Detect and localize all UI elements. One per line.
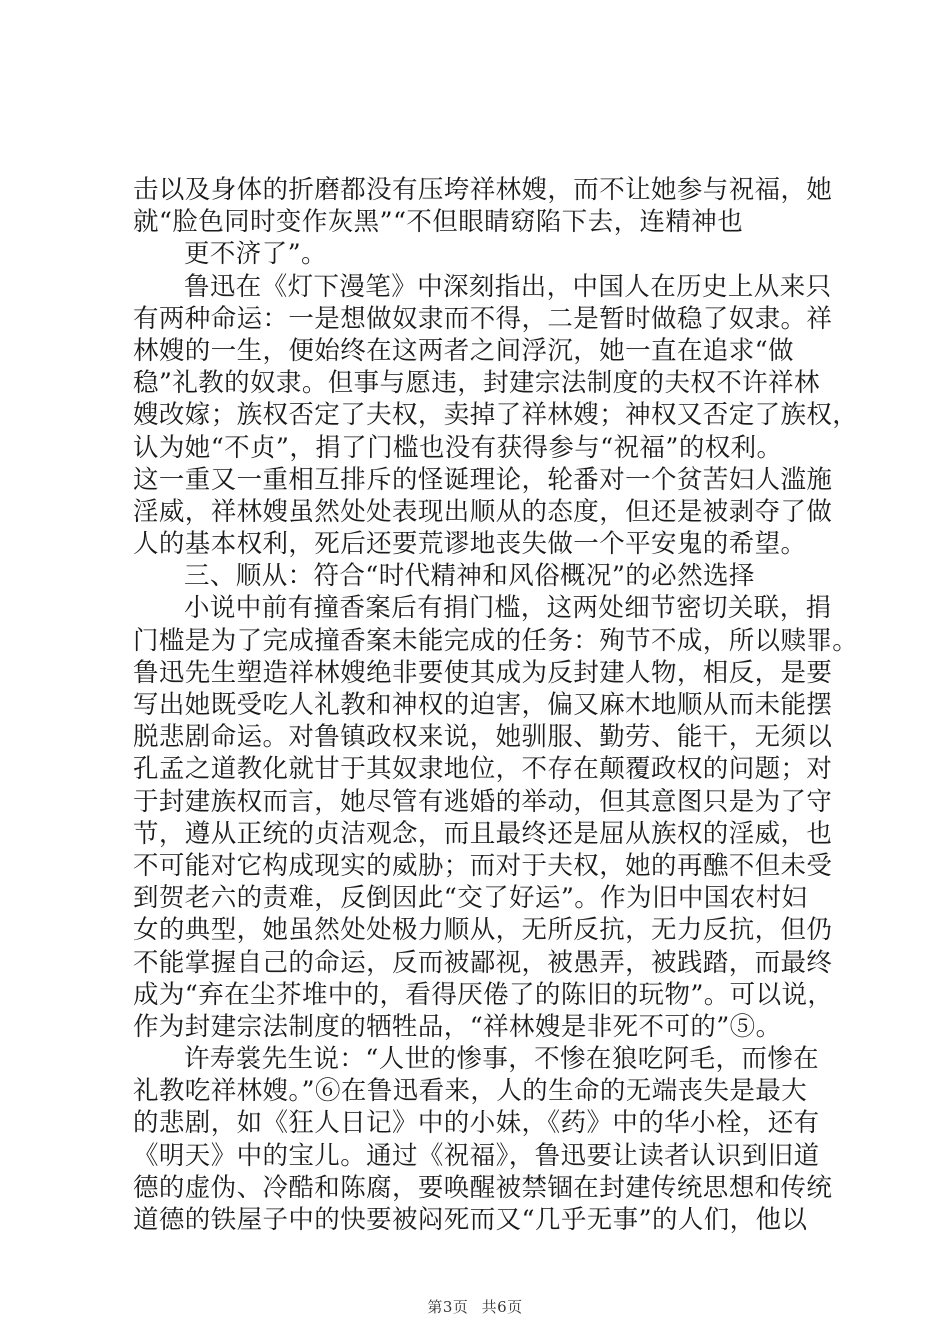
text-line: 写出她既受吃人礼教和神权的迫害，偏又麻木地顺从而未能摆 bbox=[133, 690, 833, 720]
page-footer bbox=[0, 1296, 950, 1317]
text-line: 认为她“不贞”，捐了门槛也没有获得参与“祝福”的权利。 bbox=[133, 432, 783, 463]
body-text bbox=[133, 174, 859, 1236]
text-line: 的悲剧，如《狂人日记》中的小妹，《药》中的华小栓，还有 bbox=[133, 1108, 820, 1139]
text-line: 门槛是为了完成撞香案未能完成的任务：殉节不成，所以赎罪。 bbox=[133, 625, 859, 656]
text-line: 嫂改嫁；族权否定了夫权，卖掉了祥林嫂；神权又否定了族权， bbox=[133, 400, 859, 431]
text-line: 女的典型，她虽然处处极力顺从，无所反抗，无力反抗，但仍 bbox=[133, 915, 833, 946]
text-line: 作为封建宗法制度的牺牲品，“祥林嫂是非死不可的”⑤。 bbox=[133, 1011, 782, 1042]
text-line: 到贺老六的责难，反倒因此“交了好运”。作为旧中国农村妇 bbox=[133, 883, 808, 914]
text-line: 成为“弃在尘芥堆中的，看得厌倦了的陈旧的玩物”。可以说， bbox=[133, 979, 834, 1010]
text-line: 脱悲剧命运。对鲁镇政权来说，她驯服、勤劳、能干，无须以 bbox=[133, 722, 833, 753]
text-line: 道德的铁屋子中的快要被闷死而又“几乎无事”的人们，他以 bbox=[133, 1205, 808, 1235]
text-line: 有两种命运：一是想做奴隶而不得，二是暂时做稳了奴隶。祥 bbox=[133, 303, 833, 334]
text-line: 许寿裳先生说：“人世的惨事，不惨在狼吃阿毛，而惨在 bbox=[184, 1044, 820, 1075]
text-line: 德的虚伪、冷酷和陈腐，要唤醒被禁锢在封建传统思想和传统 bbox=[133, 1172, 833, 1203]
text-line: 鲁迅在《灯下漫笔》中深刻指出，中国人在历史上从来只 bbox=[184, 271, 832, 302]
text-line: 这一重又一重相互排斥的怪诞理论，轮番对一个贫苦妇人滥施 bbox=[133, 464, 833, 495]
text-line: 稳”礼教的奴隶。但事与愿违，封建宗法制度的夫权不许祥林 bbox=[133, 368, 820, 399]
text-line: 不可能对它构成现实的威胁；而对于夫权，她的再醮不但未受 bbox=[133, 850, 833, 881]
text-line: 鲁迅先生塑造祥林嫂绝非要使其成为反封建人物，相反，是要 bbox=[133, 657, 833, 688]
text-line: 三、顺从：符合“时代精神和风俗概况”的必然选择 bbox=[184, 561, 755, 592]
text-line: 礼教吃祥林嫂。”⑥在鲁迅看来，人的生命的无端丧失是最大 bbox=[133, 1076, 808, 1107]
text-line: 小说中前有撞香案后有捐门槛，这两处细节密切关联，捐 bbox=[184, 593, 832, 624]
text-line: 林嫂的一生，便始终在这两者之间浮沉，她一直在追求“做 bbox=[133, 335, 794, 366]
text-line: 淫威，祥林嫂虽然处处表现出顺从的态度，但还是被剥夺了做 bbox=[133, 496, 833, 527]
text-line: 节，遵从正统的贞洁观念，而且最终还是屈从族权的淫威，也 bbox=[133, 818, 833, 849]
page-number: 第3页 bbox=[427, 1298, 469, 1316]
text-line: 不能掌握自己的命运，反而被鄙视，被愚弄，被践踏，而最终 bbox=[133, 947, 833, 978]
text-line: 于封建族权而言，她尽管有逃婚的举动，但其意图只是为了守 bbox=[133, 786, 833, 817]
text-line: 就“脸色同时变作灰黑”“不但眼睛窈陷下去，连精神也 bbox=[133, 207, 744, 238]
text-line: 孔孟之道教化就甘于其奴隶地位，不存在颠覆政权的问题；对 bbox=[133, 754, 833, 785]
text-line: 击以及身体的折磨都没有压垮祥林嫂，而不让她参与祝福，她 bbox=[133, 175, 833, 205]
text-line: 人的基本权利，死后还要荒谬地丧失做一个平安鬼的希望。 bbox=[133, 529, 807, 560]
page-total: 共6页 bbox=[481, 1298, 523, 1316]
text-line: 更不济了”。 bbox=[184, 239, 327, 270]
text-line: 《明天》中的宝儿。通过《祝福》，鲁迅要让读者认识到旧道 bbox=[133, 1140, 820, 1171]
